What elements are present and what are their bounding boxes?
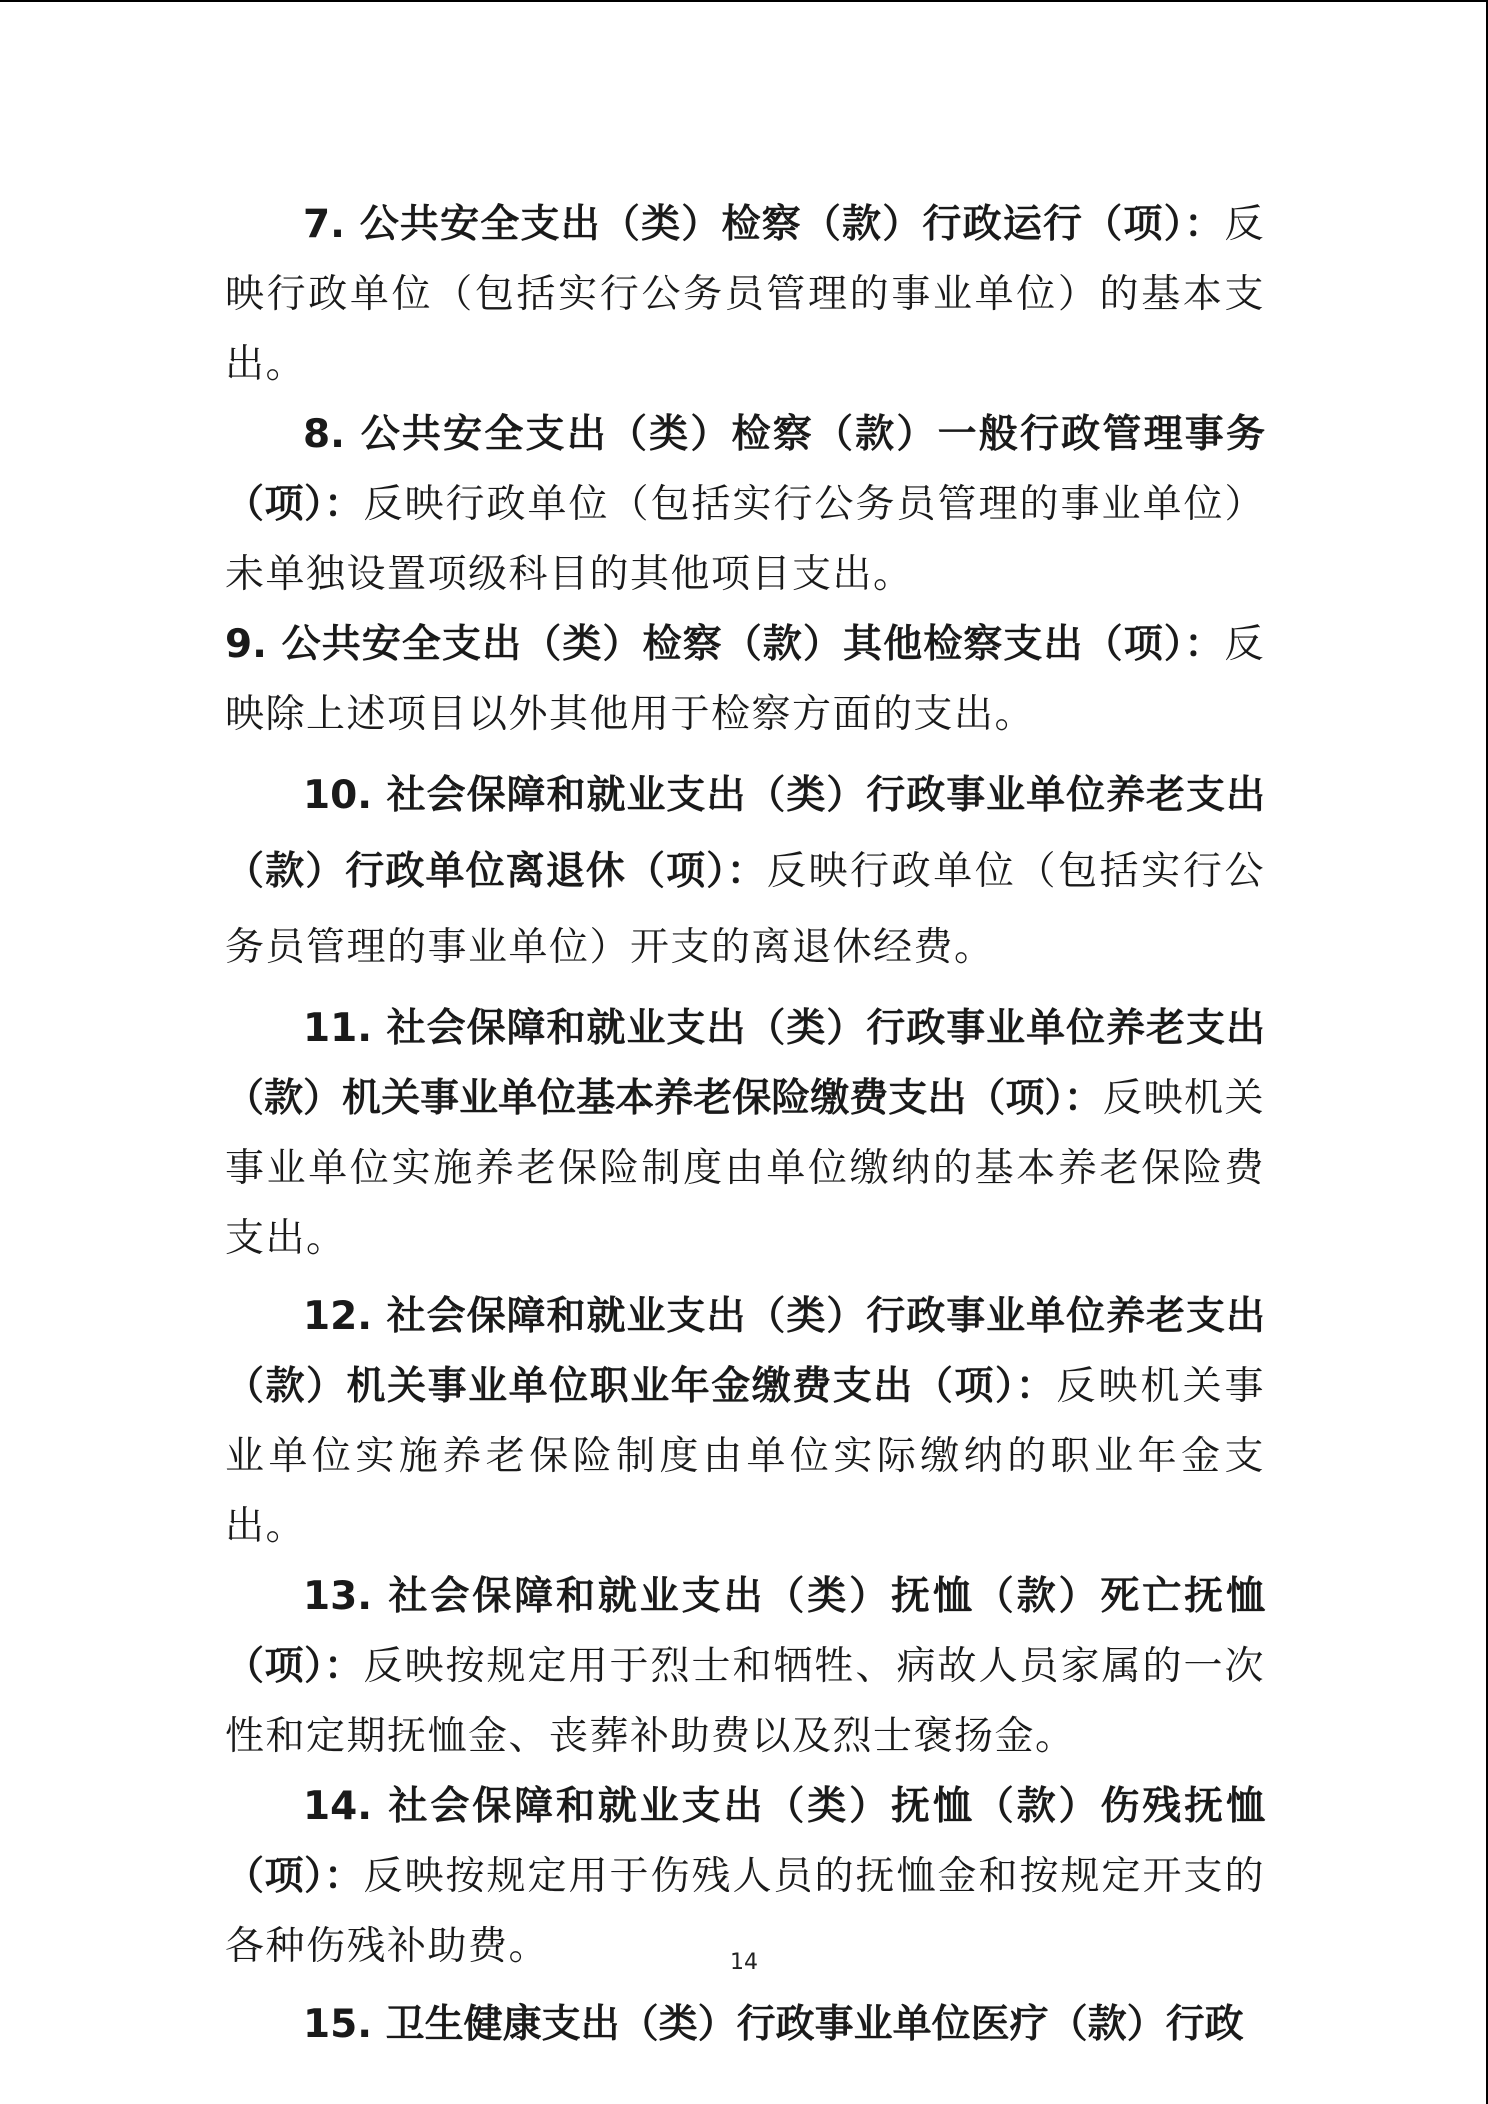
item-12 — [225, 1282, 1265, 1562]
item-7-heading: 7. 公共安全支出（类）检察（款）行政运行（项）： — [303, 202, 1225, 247]
page-number: 14 — [730, 1950, 758, 1975]
item-7 — [225, 190, 1265, 400]
item-15 — [225, 1990, 1265, 2060]
item-8-text: 反映行政单位（包括实行公务员管理的事业单位）未单独设置项级科目的其他项目支出。 — [225, 482, 1265, 597]
item-15-heading: 15. 卫生健康支出（类）行政事业单位医疗（款）行政 — [303, 2002, 1244, 2047]
item-8 — [225, 400, 1265, 610]
item-13-heading: 13. 社会保障和就业支出（类）抚恤（款）死亡抚恤（项）： — [225, 1574, 1265, 1689]
item-13-text: 反映按规定用于烈士和牺牲、病故人员家属的一次性和定期抚恤金、丧葬补助费以及烈士褒扬金。 — [225, 1644, 1265, 1759]
item-7-text: 反映行政单位（包括实行公务员管理的事业单位）的基本支出。 — [225, 202, 1265, 387]
item-11 — [225, 994, 1265, 1274]
item-9-heading: 9. 公共安全支出（类）检察（款）其他检察支出（项）： — [225, 622, 1225, 667]
item-12-heading: 12. 社会保障和就业支出（类）行政事业单位养老支出（款）机关事业单位职业年金缴费支出（项）： — [225, 1294, 1265, 1409]
item-12-text: 反映机关事业单位实施养老保险制度由单位实际缴纳的职业年金支出。 — [225, 1364, 1265, 1549]
item-11-heading: 11. 社会保障和就业支出（类）行政事业单位养老支出（款）机关事业单位基本养老保险缴费支出（项）： — [225, 1006, 1265, 1121]
item-14-text: 反映按规定用于伤残人员的抚恤金和按规定开支的各种伤残补助费。 — [225, 1854, 1265, 1969]
item-10 — [225, 758, 1265, 986]
item-14-heading: 14. 社会保障和就业支出（类）抚恤（款）伤残抚恤（项）： — [225, 1784, 1265, 1899]
document-body — [225, 190, 1265, 2060]
item-11-text: 反映机关事业单位实施养老保险制度由单位缴纳的基本养老保险费支出。 — [225, 1076, 1265, 1261]
item-13 — [225, 1562, 1265, 1772]
item-10-text: 反映行政单位（包括实行公务员管理的事业单位）开支的离退休经费。 — [225, 849, 1265, 970]
item-10-heading: 10. 社会保障和就业支出（类）行政事业单位养老支出（款）行政单位离退休（项）： — [225, 773, 1265, 894]
item-8-heading: 8. 公共安全支出（类）检察（款）一般行政管理事务（项）： — [225, 412, 1265, 527]
item-9-text: 反映除上述项目以外其他用于检察方面的支出。 — [225, 622, 1265, 737]
item-9 — [225, 610, 1265, 750]
